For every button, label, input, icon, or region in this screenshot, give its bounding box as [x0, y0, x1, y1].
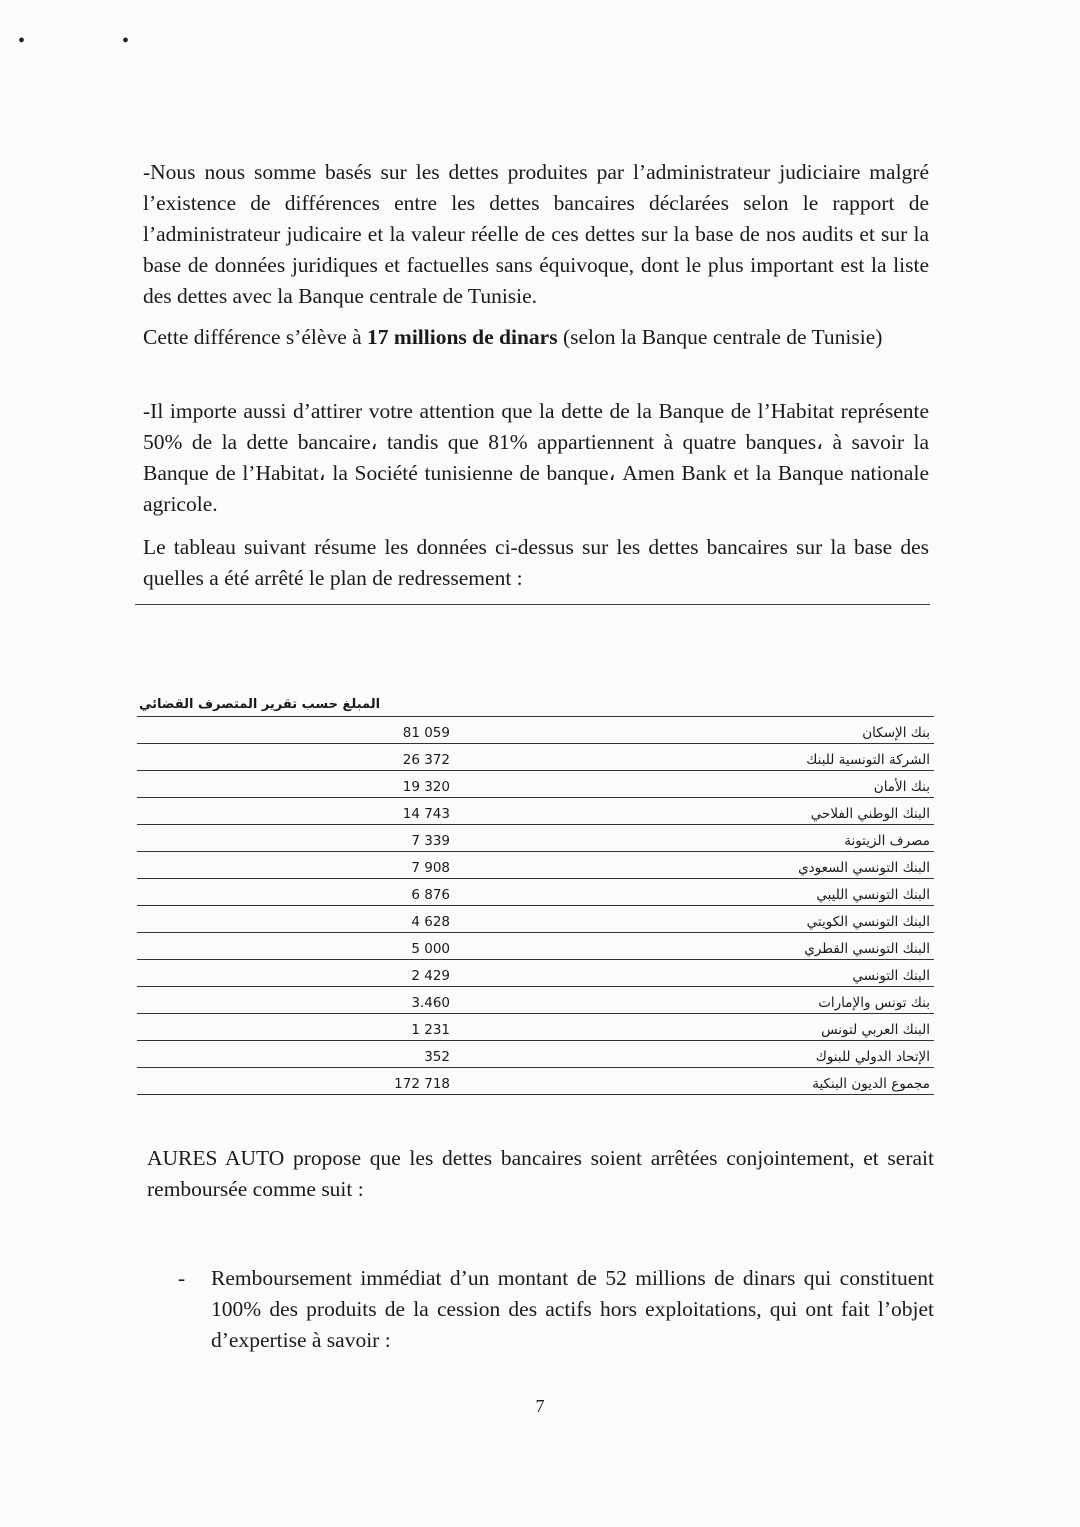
bank-name-cell: مجموع الديون البنكية	[812, 1076, 930, 1092]
table-row	[137, 825, 934, 852]
bank-name-cell: بنك الإسكان	[862, 725, 930, 741]
amount-cell: 352	[424, 1049, 450, 1065]
table-row	[137, 1014, 934, 1041]
section-divider	[135, 604, 930, 605]
difference-text-end: (selon la Banque centrale de Tunisie)	[557, 325, 883, 349]
table-row	[137, 852, 934, 879]
amount-cell: 26 372	[402, 752, 450, 768]
amount-cell: 7 339	[411, 833, 450, 849]
corner-marks: • •	[18, 30, 176, 52]
bank-name-cell: بنك تونس والإمارات	[818, 995, 930, 1011]
difference-text-start: Cette différence s’élève à	[143, 325, 368, 349]
paragraph-table-intro: Le tableau suivant résume les données ci-dessus sur les dettes bancaires sur la base des quelles a été arrêté le plan de redressement :	[143, 535, 929, 590]
paragraph-bank-share: -Il importe aussi d’attirer votre attention que la dette de la Banque de l’Habitat représente 50% de la dette bancaire، tandis que 81% appartiennent à quatre banques، à savoir la Banque de l’Habitat، la Société tunisienne de banque، Amen Bank et la Banque nationale agricole.	[143, 399, 929, 516]
table-row	[137, 879, 934, 906]
bank-debts-table	[137, 694, 934, 1095]
bank-name-cell: البنك الوطني الفلاحي	[810, 806, 930, 822]
amount-cell: 1 231	[411, 1022, 450, 1038]
amount-cell: 3.460	[411, 995, 450, 1011]
bullet-immediate-repayment: Remboursement immédiat d’un montant de 52 millions de dinars qui constituent 100% des produits de la cession des actifs hors exploitations, qui ont fait l’objet d’expertise à savoir :	[211, 1266, 934, 1352]
table-row	[137, 798, 934, 825]
table-row	[137, 906, 934, 933]
difference-amount: 17 millions de dinars	[367, 325, 558, 349]
amount-cell: 7 908	[411, 860, 450, 876]
bank-name-cell: البنك التونسي السعودي	[798, 860, 930, 876]
amount-cell: 2 429	[411, 968, 450, 984]
table-row	[137, 933, 934, 960]
bank-name-cell: البنك التونسي	[852, 968, 930, 984]
amount-cell: 81 059	[402, 725, 450, 741]
amount-cell: 172 718	[394, 1076, 450, 1092]
paragraph-debts-basis: -Nous nous somme basés sur les dettes produites par l’administrateur judiciaire malgré l’existence de différences entre les dettes bancaires déclarées selon le rapport de l’administrateur judicaire et la valeur réelle de ces dettes sur la base de nos audits et sur la base de données juridiques et factuelles sans équivoque, dont le plus important est la liste des dettes avec la Banque centrale de Tunisie.	[143, 160, 929, 308]
bank-name-cell: البنك التونسي الليبي	[816, 887, 930, 903]
table-row	[137, 960, 934, 987]
bullet-marker: -	[178, 1266, 186, 1290]
table-header-amount: المبلغ حسب تقرير المتصرف القضائي	[137, 694, 934, 717]
amount-cell: 4 628	[411, 914, 450, 930]
bank-name-cell: بنك الأمان	[873, 779, 930, 795]
table-row	[137, 744, 934, 771]
amount-cell: 14 743	[402, 806, 450, 822]
page-number: 7	[535, 1396, 545, 1416]
bank-name-cell: البنك العربي لتونس	[821, 1022, 930, 1038]
paragraph-proposal: AURES AUTO propose que les dettes bancaires soient arrêtées conjointement, et serait remboursée comme suit :	[147, 1146, 934, 1201]
table-body	[137, 717, 934, 1095]
bank-name-cell: الشركة التونسية للبنك	[806, 752, 930, 768]
table-row	[137, 771, 934, 798]
amount-cell: 5 000	[411, 941, 450, 957]
amount-cell: 6 876	[411, 887, 450, 903]
bank-name-cell: مصرف الزيتونة	[844, 833, 930, 849]
bank-name-cell: البنك التونسي الكويتي	[806, 914, 930, 930]
bank-name-cell: الإتحاد الدولي للبنوك	[815, 1049, 930, 1065]
table-row	[137, 987, 934, 1014]
bank-name-cell: البنك التونسي القطري	[804, 941, 930, 957]
paragraph-difference	[143, 322, 929, 353]
table-row	[137, 1041, 934, 1068]
table-row	[137, 717, 934, 744]
table-row	[137, 1068, 934, 1095]
amount-cell: 19 320	[402, 779, 450, 795]
